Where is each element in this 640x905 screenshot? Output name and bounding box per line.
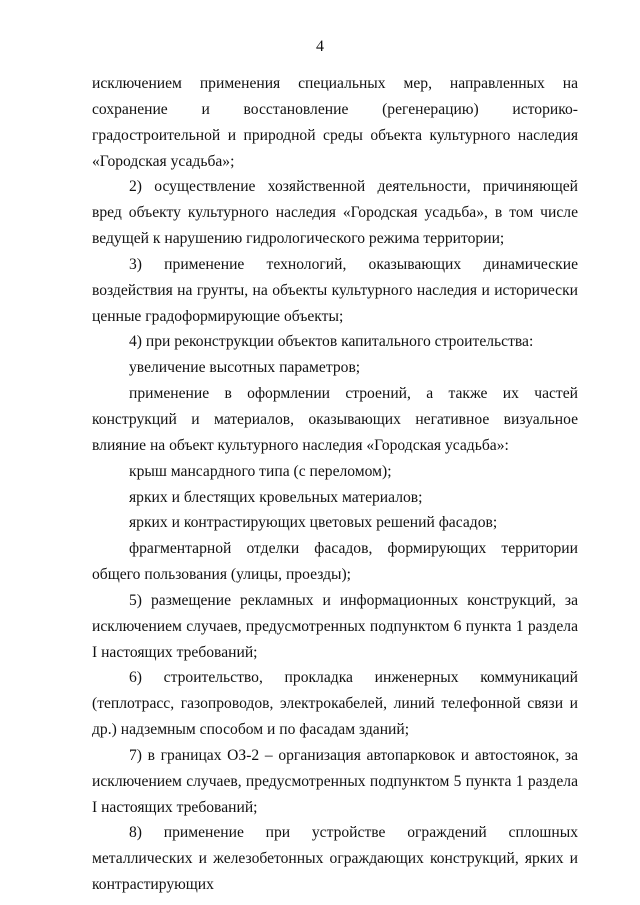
paragraph-continuation: исключением применения специальных мер, направленных на сохранение и восстановление (регенерацию) историко-градостроительной и природной среды объекта культурного наследия «Городская усадьба»; (92, 75, 578, 170)
paragraph-item-5: 5) размещение рекламных и информационных конструкций, за исключением случаев, предусмотренных подпунктом 6 пункта 1 раздела I настоящих требований; (92, 591, 578, 661)
paragraph-item-4: 4) при реконструкции объектов капитального строительства: (129, 333, 534, 351)
paragraph-subitem: ярких и блестящих кровельных материалов; (129, 488, 423, 506)
paragraph-subitem: фрагментарной отделки фасадов, формирующих территории общего пользования (улицы, проезды); (92, 540, 578, 584)
paragraph-item-8: 8) применение при устройстве ограждений сплошных металлических и железобетонных ограждающих конструкций, ярких и контрастирующих (92, 824, 578, 894)
paragraph-item-7: 7) в границах ОЗ-2 – организация автопарковок и автостоянок, за исключением случаев, предусмотренных подпунктом 5 пункта 1 раздела I настоящих требований; (92, 746, 578, 816)
paragraph-subitem: применение в оформлении строений, а также их частей конструкций и материалов, оказывающих негативное визуальное влияние на объект культурного наследия «Городская усадьба»: (92, 385, 578, 454)
paragraph-subitem: увеличение высотных параметров; (129, 359, 361, 377)
paragraph-item-2: 2) осуществление хозяйственной деятельности, причиняющей вред объекту культурного наследия «Городская усадьба», в том числе ведущей к нарушению гидрологического режима территории; (92, 178, 578, 248)
page-number: 4 (316, 38, 324, 55)
document-body (92, 71, 578, 898)
paragraph-item-3: 3) применение технологий, оказывающих динамические воздействия на грунты, на объекты культурного наследия и исторически ценные градоформирующие объекты; (92, 255, 578, 325)
paragraph-subitem: ярких и контрастирующих цветовых решений фасадов; (129, 514, 498, 532)
paragraph-subitem: крыш мансардного типа (с переломом); (129, 462, 392, 480)
paragraph-item-6: 6) строительство, прокладка инженерных коммуникаций (теплотрасс, газопроводов, электрокабелей, линий телефонной связи и др.) надземным способом и по фасадам зданий; (92, 669, 578, 739)
